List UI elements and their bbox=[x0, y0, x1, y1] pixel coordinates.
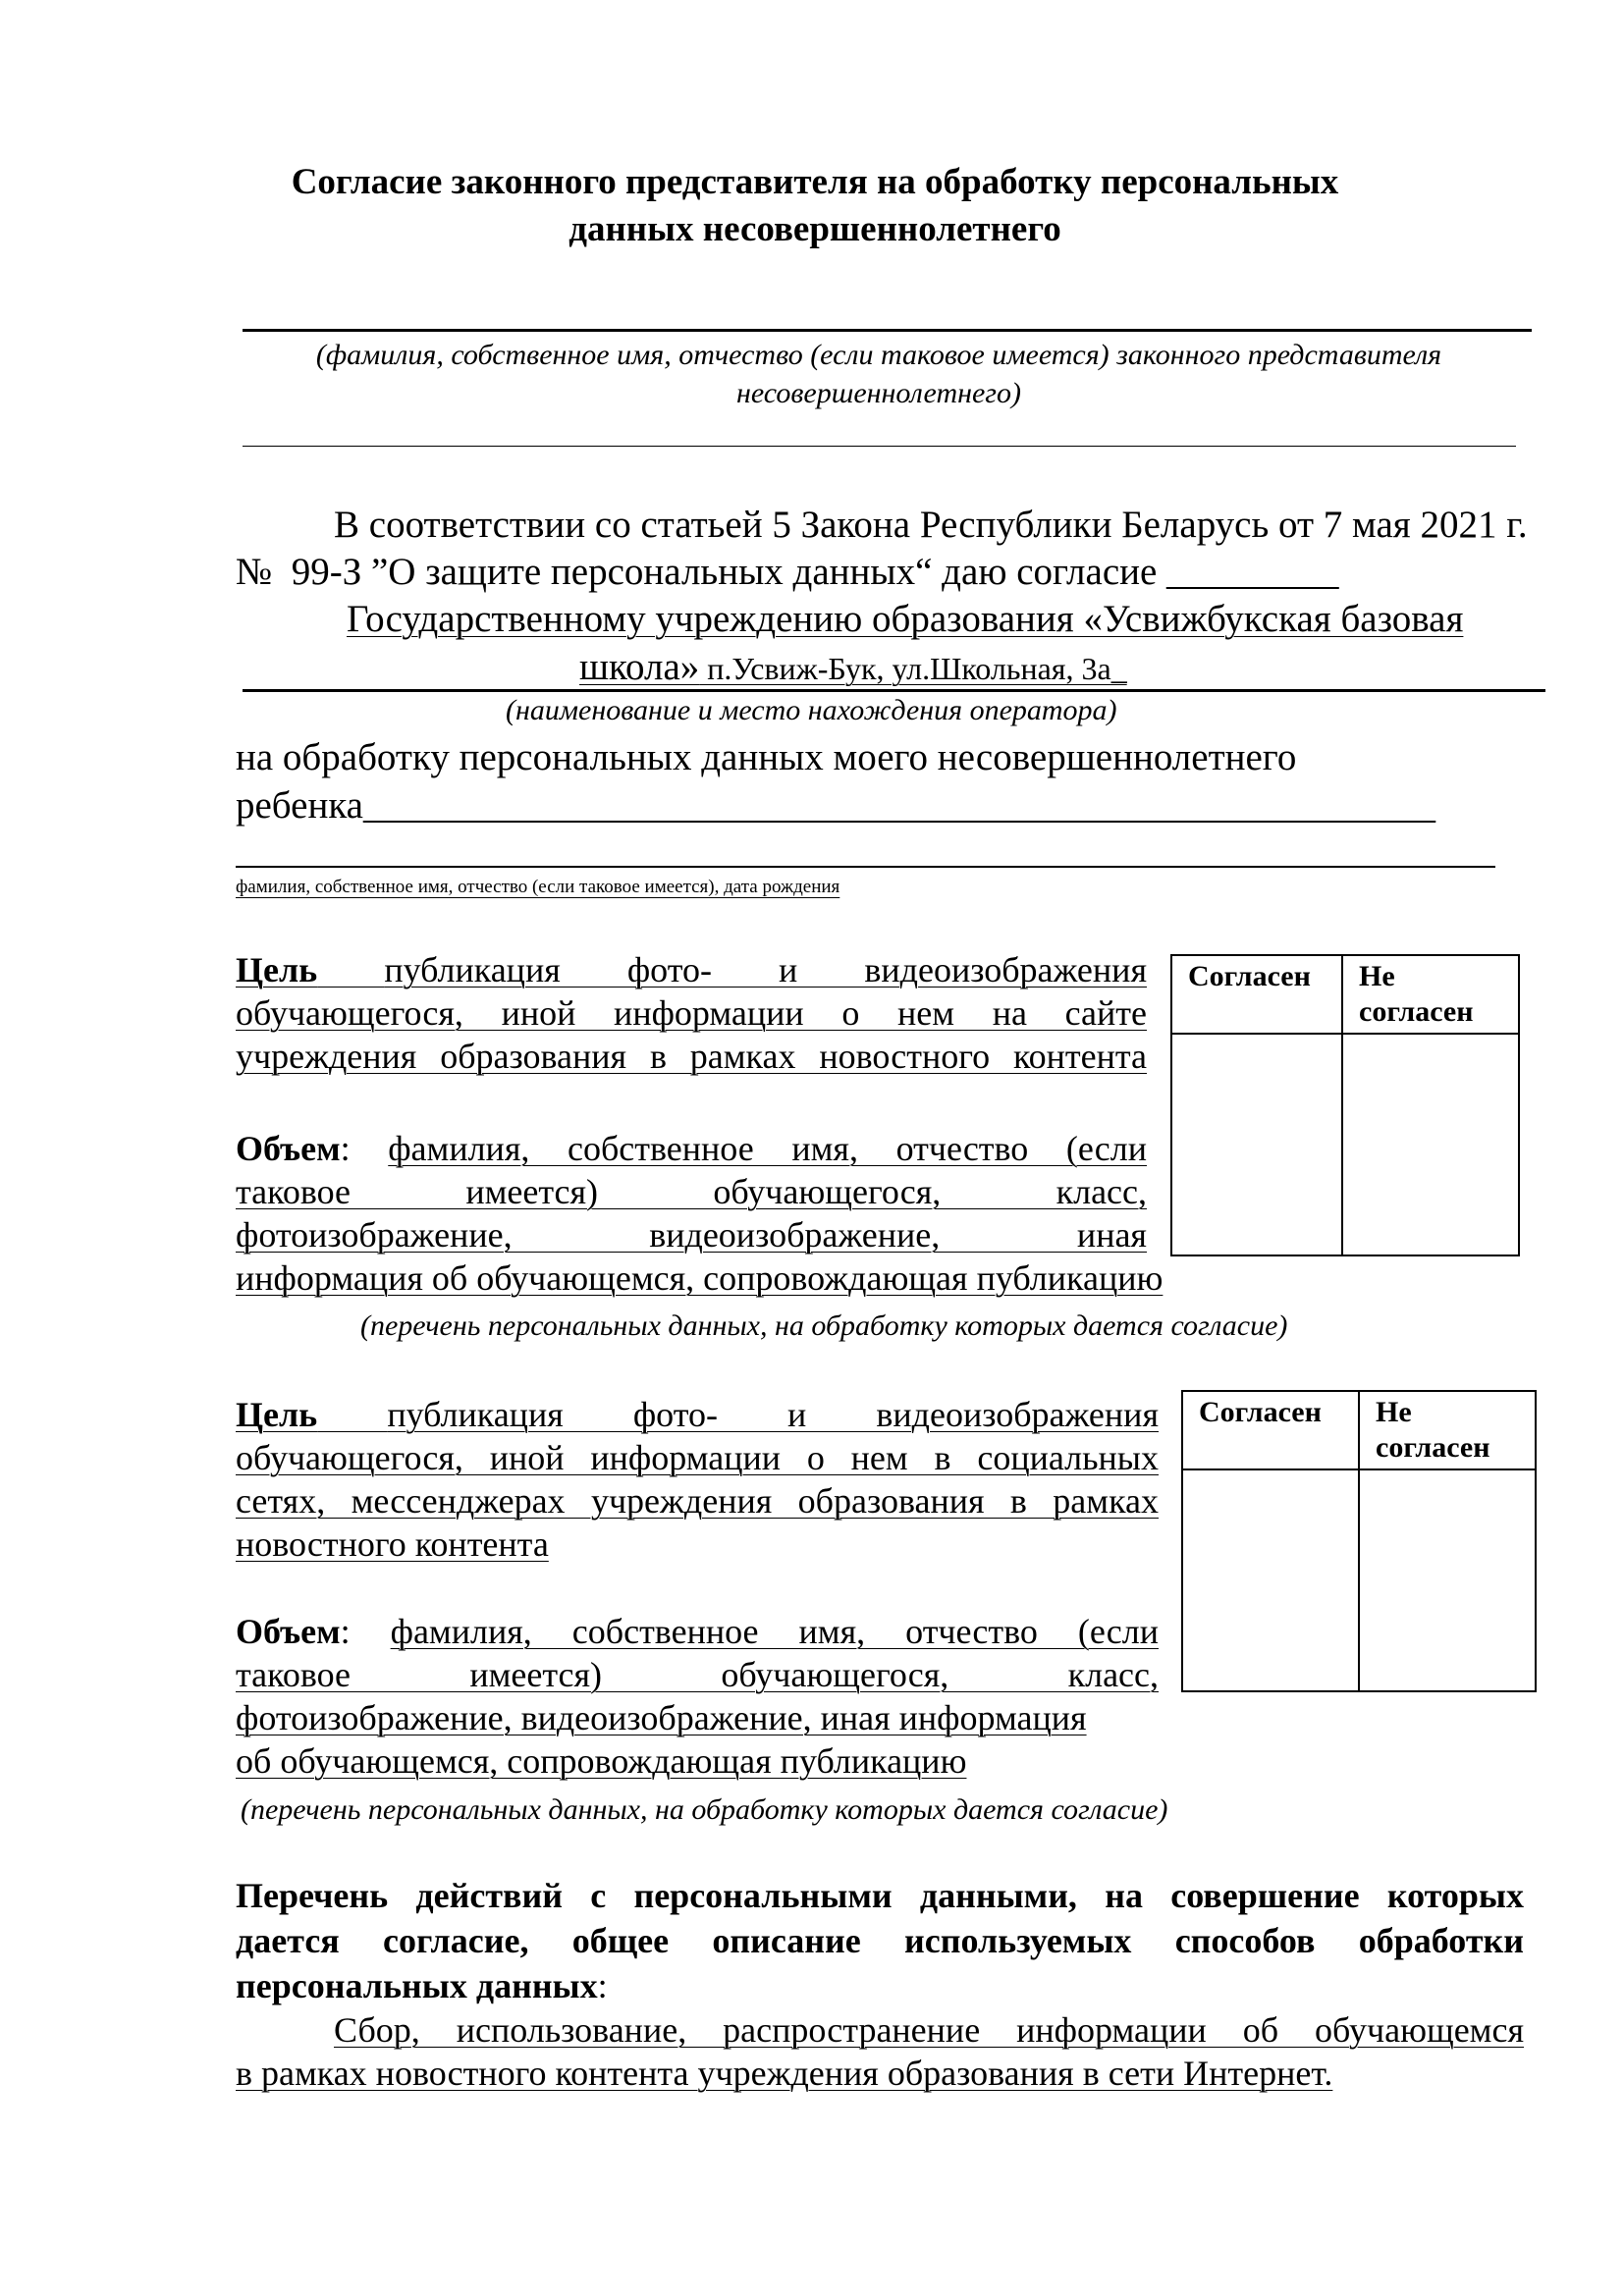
section2-disagree-header bbox=[1359, 1391, 1536, 1469]
representative-caption-line1: (фамилия, собственное имя, отчество (если таковое имеется) законного представителя bbox=[315, 339, 1442, 371]
section2-disagree-checkbox[interactable] bbox=[1359, 1469, 1536, 1691]
actions-heading-line3 bbox=[236, 1963, 608, 2008]
section1-disagree-header bbox=[1342, 955, 1519, 1034]
section2-scope bbox=[236, 1610, 1159, 1696]
section1-goal-line3: учреждения образования в рамках новостного контента bbox=[236, 1037, 1147, 1076]
section2-consent-table bbox=[1181, 1390, 1537, 1692]
section2-goal bbox=[236, 1393, 1159, 1522]
section1-disagree-line2: согласен bbox=[1359, 995, 1474, 1028]
section1-goal-line2: обучающегося, иной информации о нем на сайте bbox=[236, 993, 1147, 1033]
section1-scope-text1: фамилия, собственное имя, отчество (если bbox=[388, 1129, 1147, 1168]
operator-address: п.Усвиж-Бук, ул.Школьная, 3а_ bbox=[699, 651, 1127, 686]
section1-agree-checkbox[interactable] bbox=[1171, 1034, 1342, 1255]
section1-agree-header: Согласен bbox=[1171, 955, 1342, 1034]
section2-disagree-line1: Не bbox=[1376, 1396, 1412, 1428]
representative-name-field[interactable] bbox=[243, 329, 1532, 332]
section1-scope-label: Объем bbox=[236, 1129, 341, 1168]
section2-goal-line1 bbox=[236, 1393, 1159, 1436]
actions-text-line1-wrap bbox=[334, 2008, 1524, 2052]
child-text-line1: на обработку персональных данных моего несовершеннолетнего bbox=[236, 736, 1297, 778]
document-title-line1: Согласие законного представителя на обработку персональных bbox=[291, 162, 1339, 202]
operator-name-line1: Государственному учреждению образования «Усвижбукская базовая bbox=[347, 598, 1464, 640]
section1-scope-line3: фотоизображение, видеоизображение, иная bbox=[236, 1215, 1147, 1255]
child-extra-line[interactable] bbox=[236, 866, 1495, 868]
actions-heading-colon: : bbox=[597, 1966, 608, 2005]
section1-scope bbox=[236, 1127, 1147, 1256]
actions-heading-line1: Перечень действий с персональными данными, на совершение которых bbox=[236, 1876, 1524, 1915]
section2-goal-line4: новостного контента bbox=[236, 1524, 549, 1564]
actions-heading-line3-text: персональных данных bbox=[236, 1966, 598, 2005]
section2-goal-text1: публикация фото- и видеоизображения bbox=[387, 1395, 1159, 1434]
section2-scope-line3: фотоизображение, видеоизображение, иная информация bbox=[236, 1698, 1087, 1737]
section1-goal-line1 bbox=[236, 948, 1147, 991]
operator-caption: (наименование и место нахождения оператора) bbox=[506, 694, 1117, 726]
consent-text-line1: В соответствии со статьей 5 Закона Республики Беларусь от 7 мая 2021 г. bbox=[334, 504, 1528, 546]
section2-disagree-line2: согласен bbox=[1376, 1431, 1490, 1464]
section1-disagree-checkbox[interactable] bbox=[1342, 1034, 1519, 1255]
section1-goal bbox=[236, 948, 1147, 1078]
section2-scope-line2: таковое имеется) обучающегося, класс, bbox=[236, 1655, 1159, 1694]
section1-goal-label: Цель bbox=[236, 950, 318, 989]
representative-caption-line2: несовершеннолетнего) bbox=[736, 377, 1021, 409]
section2-scope-label: Объем bbox=[236, 1612, 341, 1651]
section2-goal-label: Цель bbox=[236, 1395, 318, 1434]
actions-text-line2: в рамках новостного контента учреждения образования в сети Интернет. bbox=[236, 2054, 1333, 2093]
section1-scope-line2: таковое имеется) обучающегося, класс, bbox=[236, 1172, 1147, 1211]
section1-caption: (перечень персональных данных, на обработку которых дается согласие) bbox=[360, 1309, 1288, 1342]
section2-goal-line2: обучающегося, иной информации о нем в социальных bbox=[236, 1438, 1159, 1477]
child-name-field[interactable]: ребенка________________________________________________________ bbox=[236, 784, 1435, 827]
section1-consent-table bbox=[1170, 954, 1520, 1256]
actions-heading-line2: дается согласие, общее описание используемых способов обработки bbox=[236, 1921, 1524, 1960]
section2-agree-checkbox[interactable] bbox=[1182, 1469, 1359, 1691]
section2-scope-text1: фамилия, собственное имя, отчество (если bbox=[390, 1612, 1159, 1651]
section2-scope-line4: об обучающемся, сопровождающая публикацию bbox=[236, 1741, 967, 1781]
section1-goal-text1: публикация фото- и видеоизображения bbox=[384, 950, 1147, 989]
section2-scope-line1: Объем: фамилия, собственное имя, отчество (если bbox=[236, 1612, 1159, 1651]
child-caption: фамилия, собственное имя, отчество (если таковое имеется), дата рождения bbox=[236, 877, 840, 897]
document-title-line2: данных несовершеннолетнего bbox=[568, 209, 1061, 249]
section2-goal-line3: сетях, мессенджерах учреждения образования в рамках bbox=[236, 1481, 1159, 1521]
actions-text-line1: Сбор, использование, распространение информации об обучающемся bbox=[334, 2010, 1524, 2050]
representative-extra-line[interactable] bbox=[243, 446, 1516, 447]
actions-heading bbox=[236, 1873, 1524, 1963]
operator-field-line bbox=[243, 689, 1545, 692]
operator-name-end: школа» bbox=[579, 646, 700, 688]
section1-disagree-line1: Не bbox=[1359, 960, 1395, 992]
section1-scope-line4: информация об обучающемся, сопровождающая публикацию bbox=[236, 1258, 1164, 1298]
section2-caption: (перечень персональных данных, на обработку которых дается согласие) bbox=[241, 1793, 1168, 1826]
section2-agree-header: Согласен bbox=[1182, 1391, 1359, 1469]
section1-scope-line1: Объем: фамилия, собственное имя, отчество (если bbox=[236, 1129, 1147, 1168]
operator-name-line2 bbox=[579, 644, 1127, 691]
consent-text-line2: № 99-З ”О защите персональных данных“ даю согласие _________ bbox=[236, 551, 1339, 593]
